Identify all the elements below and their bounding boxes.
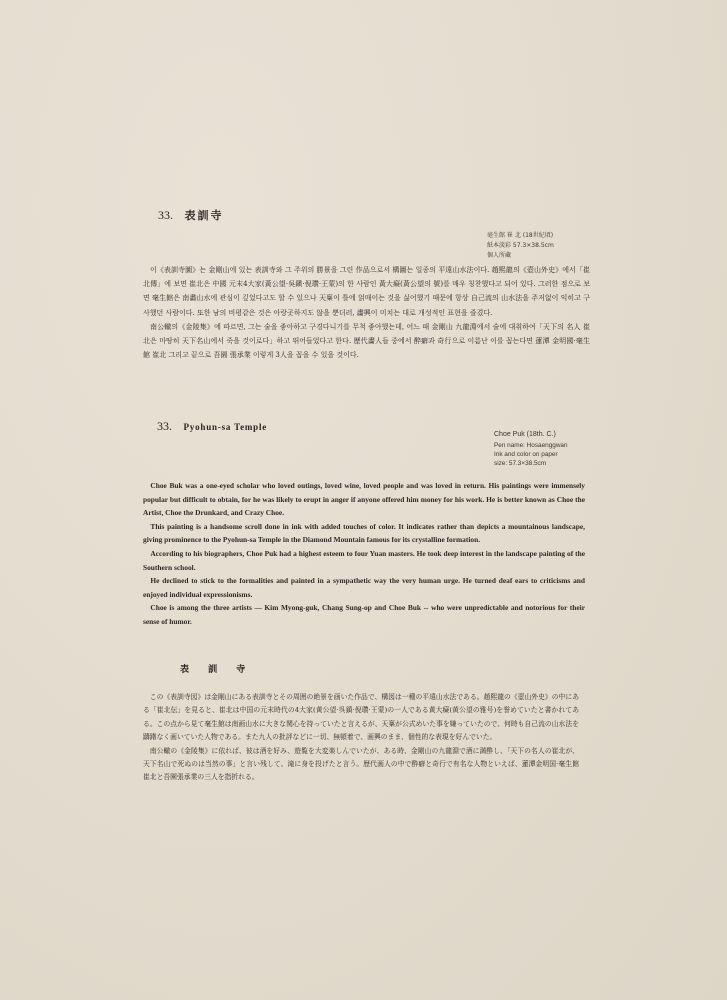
english-title-text: Pyohun-sa Temple xyxy=(183,422,268,432)
english-section-number: 33. xyxy=(157,419,172,433)
english-meta-size: size: 57.3×38.5cm xyxy=(494,460,547,467)
english-meta-pen-name: Pen name: Hosaenggwan xyxy=(494,442,568,449)
english-section-title xyxy=(157,419,267,434)
japanese-paragraph: 南公轍の《金陵集》に依れば、彼は酒を好み、遊覧を大変楽しんでいたが、ある時、金剛山の九龍淵で酒に満酔し、「天下の名人の崔北が、天下名山で死ぬのは当然の事」と言い残して、滝に身を投げたと言う。歴代画人の中で酔癖と奇行で有名な人物といえば、蓮潭金明国·毫生館崔北と吾園張承業の三人を指折れる。 xyxy=(143,746,579,782)
japanese-paragraph: この《表訓寺図》は金剛山にある表訓寺とその周囲の絶景を画いた作品で、構図は一種の平遠山水法である。趙熙龍の《壺山外史》の中にある「崔北伝」を見ると、崔北は中国の元末時代の4大家(黄公望·呉鎮·倪瓚·王蒙)の一人である黄大癡(黄公望の雅号)を誉めていたと書かれてある。この点から見て毫生館は南画山水に大きな関心を持っていたと言えるが、天稟が公式めいた事を嫌っていたので、何時も自己流の山水法を躊躇なく画いていた人物である。また九人の批評などに一切、無頓着で、画興のまま、個性的な表現を好んでいた。 xyxy=(143,693,579,742)
english-paragraph: This painting is a handsome scroll done in ink with added touches of color. It indicates rather than depicts a mountainous landscape, giving prominence to the Pyohun-sa Temple in the Diamond Mountain famous for its crystalline formation. xyxy=(143,521,585,545)
english-artwork-meta xyxy=(494,430,568,468)
english-paragraph: Choe Buk was a one-eyed scholar who loved outings, loved wine, loved people and was loved in return. His paintings were immensely popular but difficult to obtain, for he was likely to erupt in anger if anyone offered him money for his work. He is better known as Choe the Artist, Choe the Drunkard, and Crazy Choe. xyxy=(143,481,585,518)
english-paragraph: According to his biographers, Choe Puk had a highest esteem to four Yuan masters. He took deep interest in the landscape painting of the Southern school. xyxy=(143,548,585,572)
japanese-section-title: 表 訓 寺 xyxy=(180,665,254,675)
english-body xyxy=(143,479,585,629)
korean-artwork-meta xyxy=(487,231,554,261)
korean-body xyxy=(143,263,590,362)
korean-paragraph: 南公轍의《金陵集》에 따르면, 그는 술을 좋아하고 구경다니기를 무척 좋아했는데, 어느 때 金剛山 九龍淵에서 술에 대취하여「天下의 名人 崔北은 마땅히 天下名山에서 죽을 것이로다」하고 뛰어들었다고 한다. 歷代畵人들 중에서 醉癖과 奇行으로 이름난 이를 꼽는다면 蓮潭 金明國·毫生館 崔北 그리고 끝으로 吾園 張承業 이렇게 3人을 꼽을 수 있을 것이다. xyxy=(143,322,591,360)
korean-paragraph: 이《表訓寺圖》는 金剛山에 있는 表訓寺와 그 주위의 勝景을 그린 作品으로서 構圖는 일종의 平遠山水法이다. 趙熙龍의《壺山外史》에서「崔北傳」에 보면 崔北은 中國 元末4大家(黃公望·吳鎭·倪瓚·王蒙)의 한 사람인 黃大癡(黃公望의 號)를 매우 칭찬했다고 되어 있다. 그러한 점으로 보면 毫生館은 南畵山水에 관심이 깊었다고도 할 수 있으나 天稟이 틀에 얽매이는 것을 싫어했기 때문에 항상 自己流의 山水法을 주저없이 익히고 구사했던 사람이다. 또한 남의 비평같은 것은 아랑곳하지도 않을 뿐더러, 畵興이 미치는 대로 개성적인 표현을 즐겼다. xyxy=(143,266,590,317)
korean-meta-artist: 毫生館 崔 北 (18世紀頃) xyxy=(487,232,554,239)
english-meta-artist: Choe Puk (18th. C.) xyxy=(494,431,556,438)
korean-meta-medium: 紙本淡彩 57.3×38.5cm xyxy=(487,242,554,249)
english-meta-medium: Ink and color on paper xyxy=(494,451,558,458)
japanese-body xyxy=(143,691,579,785)
korean-section-number: 33. xyxy=(158,208,173,222)
korean-title-text: 表訓寺 xyxy=(184,209,224,222)
english-paragraph: Choe is among the three artists — Kim Myong-guk, Chang Sung-op and Choe Buk -- who were unpredictable and notorious for their sense of humor. xyxy=(143,603,585,626)
korean-meta-collection: 個人所藏 xyxy=(487,252,512,259)
english-paragraph: He declined to stick to the formalities and painted in a sympathetic way the very human urge. He turned deaf ears to criticisms and enjoyed individual expressionisms. xyxy=(143,576,585,599)
korean-section-title xyxy=(158,207,224,223)
